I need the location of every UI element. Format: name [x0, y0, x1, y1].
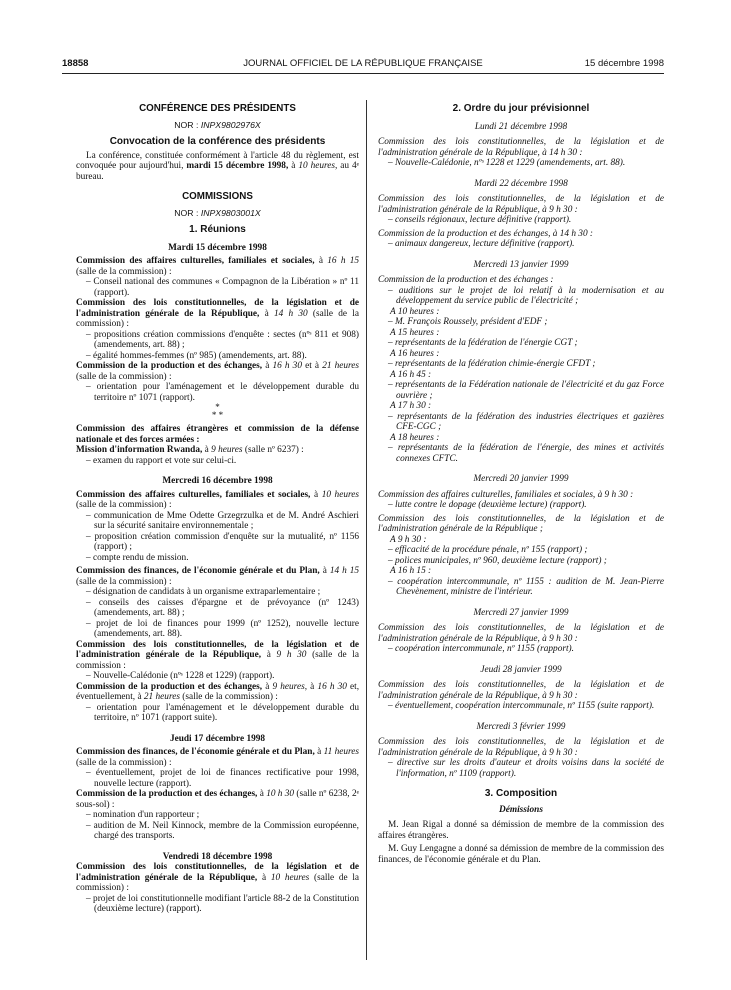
time-slot: A 15 heures : [390, 327, 440, 338]
day-heading: Vendredi 18 décembre 1998 [162, 851, 273, 862]
agenda-item: – éventuellement, projet de loi de finances rectificative pour 1998, nouvelle lecture (rapport). [76, 768, 359, 789]
issue-date: 15 décembre 1998 [584, 58, 664, 69]
agenda-item: – représentants de la fédération des industries électriques et gazières CFE-CGC ; [378, 412, 664, 433]
agenda-item: – représentants de la Fédération nationale de l'électricité et du gaz Force ouvrière ; [378, 380, 664, 401]
agenda-item: – conseils des caisses d'épargne et de prévoyance (nº 1243) (amendements, art. 88) ; [76, 598, 359, 619]
day-heading: Mercredi 13 janvier 1999 [473, 259, 569, 270]
header-rule [62, 73, 664, 74]
agenda-item: – nomination d'un rapporteur ; [76, 810, 359, 821]
commission-entry: Commission de la production et des échanges, à 16 h 30 et à 21 heures (salle de la commission) : [76, 361, 360, 382]
commission-entry: Commission des finances, de l'économie générale et du Plan, à 14 h 15 (salle de la commission) : [76, 566, 360, 587]
agenda-item: – propositions création commissions d'enquête : sectes (nºˢ 811 et 908) (amendements, art. 88) ; [76, 330, 359, 351]
commission-entry: Commission de la production et des échanges, à 10 h 30 (salle nº 6238, 2ᵉ sous-sol) : [76, 789, 359, 810]
day-heading: Mardi 22 décembre 1998 [474, 178, 568, 189]
agenda-item: – représentants de la fédération de l'énergie CGT ; [378, 338, 664, 349]
time-slot: A 18 heures : [390, 432, 440, 443]
day-heading: Mercredi 27 janvier 1999 [473, 607, 569, 618]
agenda-item: – orientation pour l'aménagement et le développement durable du territoire nº 1071 (rapport). [76, 382, 359, 403]
day-heading: Mardi 15 décembre 1998 [168, 242, 267, 253]
commission-entry: Commission des lois constitutionnelles, de la législation et de l'administration générale de la République, à 9 h 30 : [378, 737, 664, 758]
page-header [62, 58, 664, 72]
commissions-title: COMMISSIONS [182, 191, 253, 202]
time-slot: A 16 h 45 : [390, 369, 432, 380]
commission-entry: Commission des lois constitutionnelles, de la législation et de l'administration générale de la République, à 14 h 30 : [378, 137, 664, 158]
time-slot: A 9 h 30 : [390, 534, 427, 545]
agenda-item: – coopération intercommunale, nº 1155 (rapport). [378, 644, 664, 655]
day-heading: Lundi 21 décembre 1998 [474, 121, 568, 132]
commission-entry: Commission des lois constitutionnelles, de la législation et de l'administration générale de la République, à 9 h 30 : [378, 680, 664, 701]
conference-nor: NOR : INPX9802976X [174, 119, 261, 130]
agenda-item: – examen du rapport et vote sur celui-ci. [76, 456, 359, 467]
agenda-item: – désignation de candidats à un organisme extraparlementaire ; [76, 587, 359, 598]
commission-entry: Commission des affaires étrangères et commission de la défense nationale et des forces armées : [76, 424, 359, 445]
ordre-du-jour-title: 2. Ordre du jour prévisionnel [452, 103, 590, 114]
agenda-item: – représentants de la fédération chimie-énergie CFDT ; [378, 359, 664, 370]
day-heading: Mercredi 20 janvier 1999 [473, 474, 569, 484]
agenda-item: – communication de Mme Odette Grzegrzulka et de M. André Aschieri sur la sécurité sanitaire environnementale ; [76, 511, 359, 532]
commission-entry: Commission des lois constitutionnelles, de la législation et de l'administration générale de la République, à 14 h 30 (salle de la commission) : [76, 298, 359, 329]
separator-stars: * * * [211, 402, 224, 420]
commission-entry: Commission des affaires culturelles, familiales et sociales, à 16 h 15 (salle de la commission) : [76, 256, 360, 277]
conference-title: CONFÉRENCE DES PRÉSIDENTS [139, 103, 296, 114]
agenda-item: – projet de loi constitutionnelle modifiant l'article 88-2 de la Constitution (deuxième lecture) (rapport). [76, 894, 359, 915]
commission-entry: Commission des lois constitutionnelles, de la législation et de l'administration générale de la République, à 9 h 30 (salle de la commission : [76, 639, 359, 671]
commission-entry: Commission des lois constitutionnelles, de la législation et de l'administration générale de la République, à 9 h 30 : [378, 623, 664, 644]
agenda-item: – projet de loi de finances pour 1999 (nº 1252), nouvelle lecture (amendements, art. 88). [76, 619, 359, 640]
time-slot: A 16 heures : [390, 348, 440, 359]
right-column [378, 101, 664, 865]
agenda-item: – polices municipales, nº 960, deuxième lecture (rapport) ; [378, 556, 664, 567]
commission-entry: Commission des lois constitutionnelles, de la législation et de l'administration générale de la République ; [378, 513, 664, 534]
journal-title: JOURNAL OFFICIEL DE LA RÉPUBLIQUE FRANÇAISE [243, 58, 483, 69]
agenda-item: – M. François Roussely, président d'EDF ; [378, 317, 664, 328]
resignation-paragraph: M. Guy Lengagne a donné sa démission de membre de la commission des finances, de l'économie générale et du Plan. [378, 844, 664, 865]
left-column [76, 101, 359, 915]
agenda-item: – égalité hommes-femmes (nº 985) (amendements, art. 88). [76, 351, 359, 362]
commission-entry: Commission de la production et des échanges, à 14 h 30 : [378, 228, 594, 239]
time-slot: A 17 h 30 : [390, 401, 432, 411]
agenda-item: – auditions sur le projet de loi relatif à la modernisation et au développement du service public de l'électricité ; [378, 286, 664, 307]
agenda-item: – audition de M. Neil Kinnock, membre de la Commission européenne, chargé des transports. [76, 821, 359, 842]
agenda-item: – proposition création commission d'enquête sur la mutualité, nº 1156 (rapport) ; [76, 532, 359, 553]
convocation-text: La conférence, constituée conformément à l'article 48 du règlement, est convoquée pour aujourd'hui, mardi 15 décembre 1998, à 10 heures, au 4ᵉ bureau. [76, 150, 360, 182]
resignation-paragraph: M. Jean Rigal a donné sa démission de membre de la commission des affaires étrangères. [378, 820, 664, 841]
column-divider [366, 100, 367, 960]
agenda-item: – efficacité de la procédure pénale, nº 155 (rapport) ; [378, 545, 664, 556]
commission-entry: Commission des lois constitutionnelles, de la législation et de l'administration générale de la République, à 9 h 30 : [378, 194, 664, 215]
day-heading: Mercredi 16 décembre 1998 [162, 476, 273, 486]
time-slot: A 10 heures : [390, 306, 440, 317]
day-heading: Jeudi 17 décembre 1998 [169, 733, 266, 744]
convocation-title: Convocation de la conférence des présidents [109, 136, 326, 147]
mission-entry: Mission d'information Rwanda, à 9 heures (salle nº 6237) : [76, 445, 304, 455]
composition-title: 3. Composition [484, 788, 558, 799]
commission-entry: Commission des finances, de l'économie générale et du Plan, à 11 heures (salle de la commission) : [76, 747, 360, 768]
commission-entry: Commission des lois constitutionnelles, de la législation et de l'administration générale de la République, à 10 heures (salle de la commission) : [76, 862, 360, 893]
agenda-item: – Nouvelle-Calédonie, nºˢ 1228 et 1229 (amendements, art. 88). [378, 158, 664, 169]
agenda-item: – conseils régionaux, lecture définitive (rapport). [378, 215, 664, 226]
agenda-item: – directive sur les droits d'auteur et droits voisins dans la société de l'information, nº 1109 (rapport). [378, 758, 664, 779]
agenda-item: – coopération intercommunale, nº 1155 : audition de M. Jean-Pierre Chevènement, ministre de l'intérieur. [378, 577, 664, 598]
commissions-nor: NOR : INPX9803001X [174, 207, 261, 218]
agenda-item: – animaux dangereux, lecture définitive (rapport). [378, 239, 664, 250]
agenda-item: – compte rendu de mission. [76, 553, 359, 564]
page-number: 18858 [62, 58, 89, 69]
agenda-item: – Nouvelle-Calédonie (nºˢ 1228 et 1229) (rapport). [76, 671, 359, 682]
commission-entry: Commission des affaires culturelles, familiales et sociales, à 10 heures (salle de la commission) : [76, 489, 359, 510]
day-heading: Mercredi 3 février 1999 [476, 721, 566, 732]
demissions-title: Démissions [499, 804, 543, 815]
agenda-item: – représentants de la fédération de l'énergie, des mines et activités connexes CFTC. [378, 443, 664, 464]
agenda-item: – Conseil national des communes « Compagnon de la Libération » nº 11 (rapport). [76, 277, 359, 298]
day-heading: Jeudi 28 janvier 1999 [480, 664, 562, 675]
commission-entry: Commission des affaires culturelles, familiales et sociales, à 9 h 30 : [378, 489, 634, 500]
time-slot: A 16 h 15 : [390, 566, 432, 576]
agenda-item: – orientation pour l'aménagement et le développement durable du territoire, nº 1071 (rapport suite). [76, 703, 359, 724]
agenda-item: – éventuellement, coopération intercommunale, nº 1155 (suite rapport). [378, 701, 664, 712]
commission-entry: Commission de la production et des échanges : [378, 275, 554, 285]
reunions-title: 1. Réunions [189, 224, 246, 235]
commission-entry: Commission de la production et des échanges, à 9 heures, à 16 h 30 et, éventuellement, à 21 heures (salle de la commission) : [76, 681, 360, 702]
agenda-item: – lutte contre le dopage (deuxième lecture) (rapport). [378, 500, 664, 511]
